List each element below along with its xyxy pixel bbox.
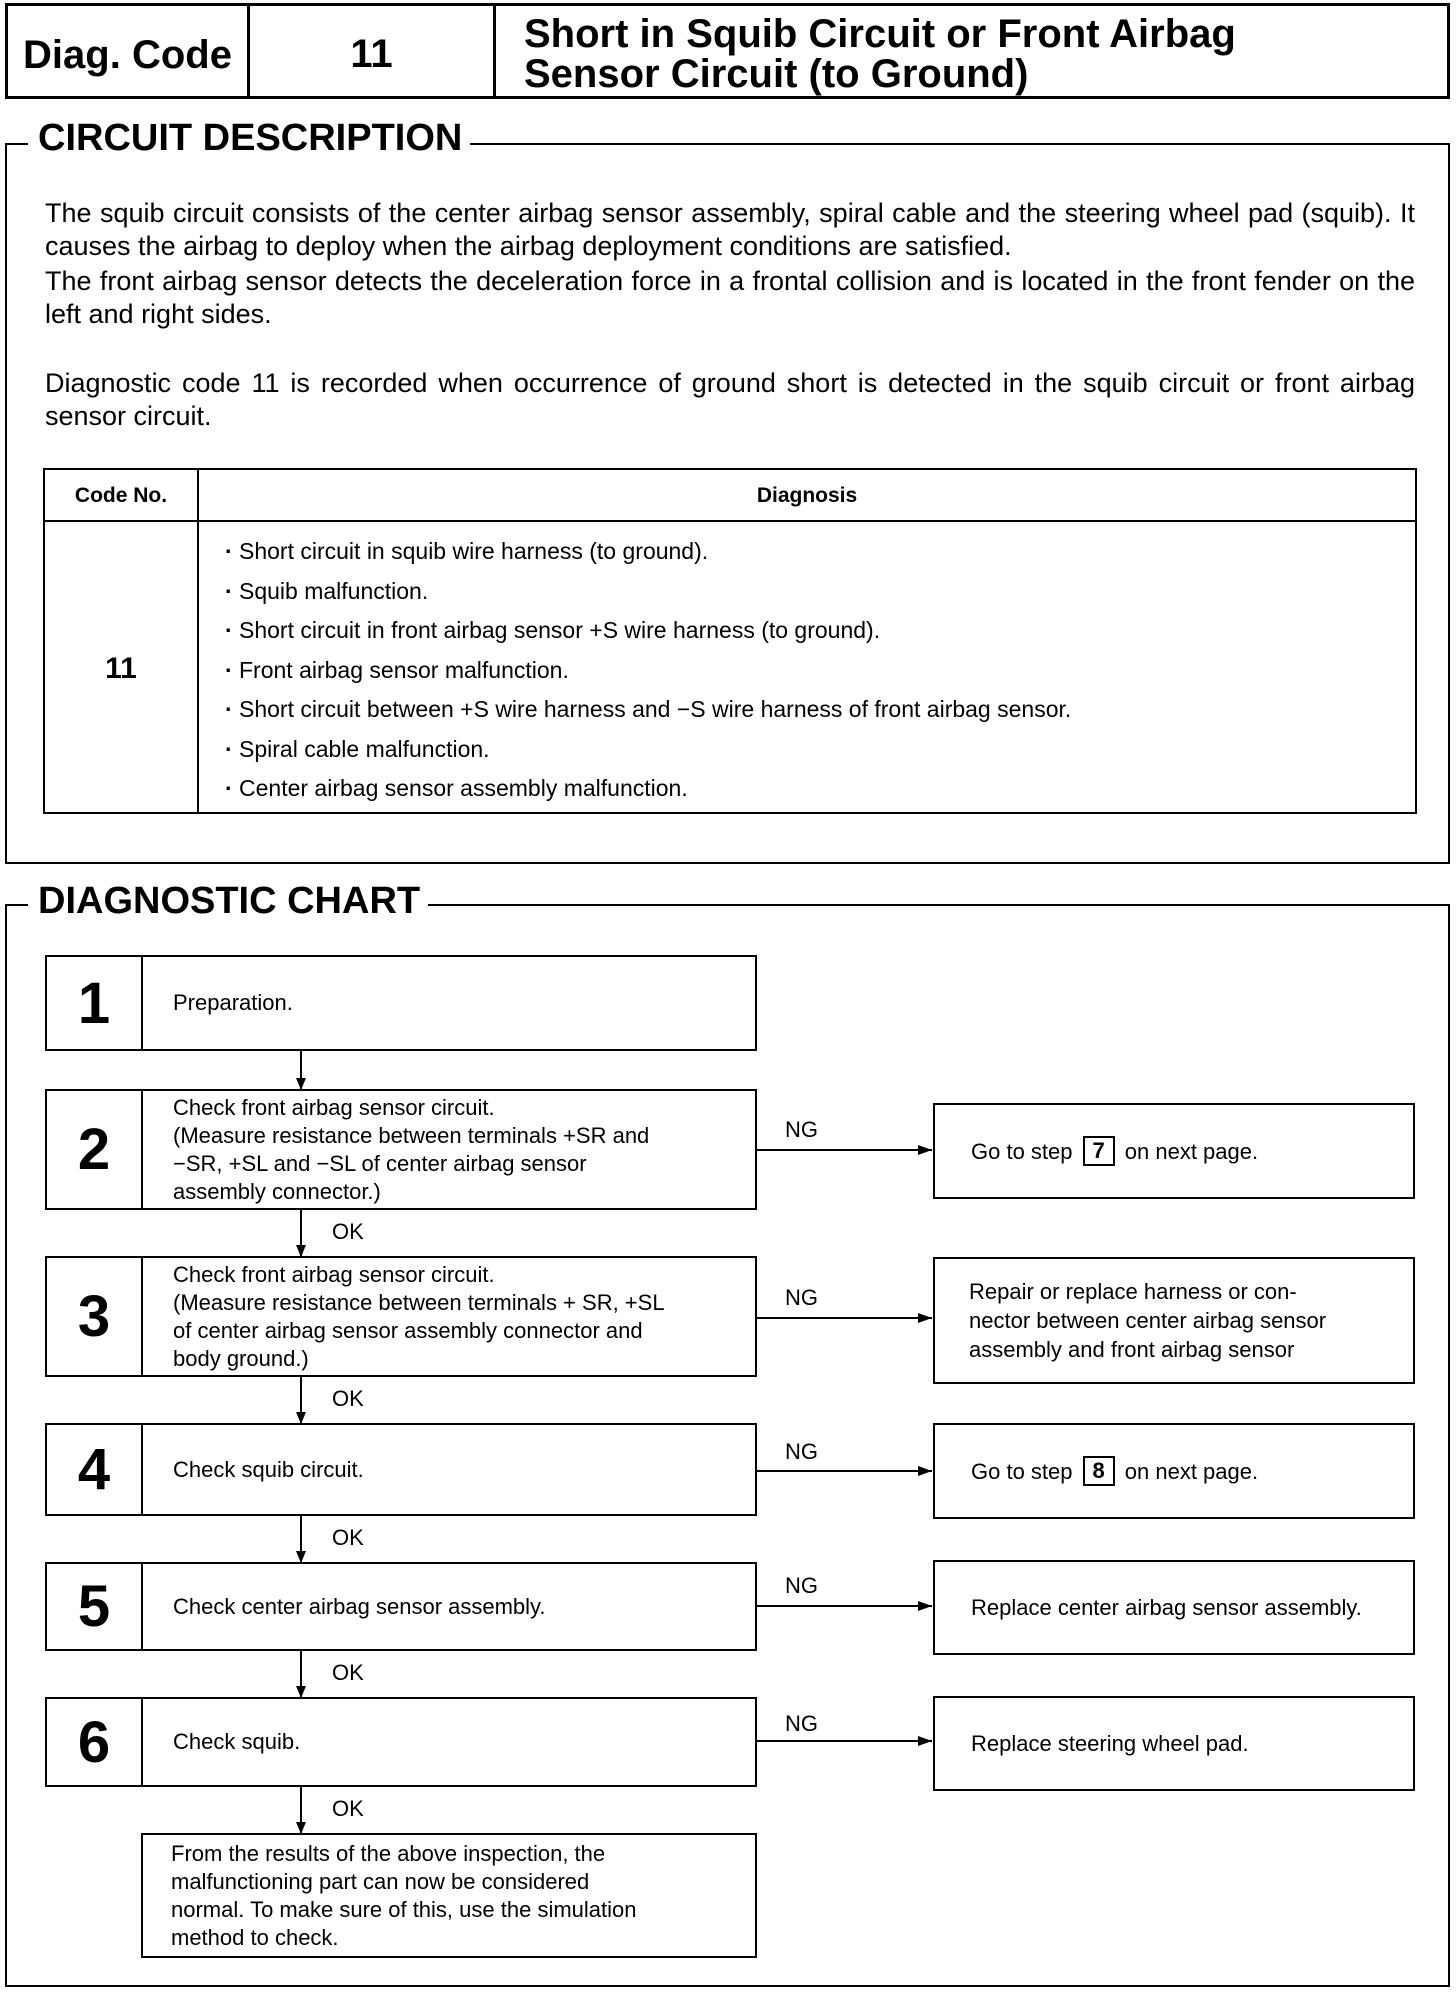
result-text-pre: Go to step: [971, 1458, 1073, 1484]
description-paragraph-3: Diagnostic code 11 is recorded when occurrence of ground short is detected in the squib circuit or front airbag sensor circuit.: [45, 368, 1415, 431]
page-title-line-1: Short in Squib Circuit or Front Airbag: [524, 12, 1236, 56]
right-arrow-icon: [918, 1145, 932, 1155]
description-paragraph-1: The squib circuit consists of the center airbag sensor assembly, spiral cable and the steering wheel pad (squib). It causes the airbag to deploy when the airbag deployment conditions are satisfied.: [45, 198, 1415, 261]
step-text: [143, 1425, 755, 1514]
final-note-line: malfunctioning part can now be considered: [171, 1868, 590, 1894]
description-paragraph-2: The front airbag sensor detects the deceleration force in a frontal collision and is located in the front fender on the left and right sides.: [45, 266, 1415, 329]
table-code-cell: 11: [105, 652, 137, 685]
result-text-pre: Go to step: [971, 1138, 1073, 1164]
step-text: [143, 1564, 755, 1649]
result-text-line: Repair or replace harness or con-: [969, 1279, 1297, 1304]
result-text-post: on next page.: [1124, 1138, 1259, 1164]
diagnosis-item: · Squib malfunction.: [225, 572, 1071, 612]
step-text-line: of center airbag sensor assembly connector and: [173, 1317, 643, 1343]
result-text-line: assembly and front airbag sensor: [969, 1337, 1295, 1362]
diagnosis-item: · Front airbag sensor malfunction.: [225, 651, 1071, 691]
result-box-step-6: [933, 1696, 1415, 1791]
result-box-step-3: [933, 1257, 1415, 1384]
ng-connector-line: [755, 1317, 932, 1319]
diagnosis-item: · Spiral cable malfunction.: [225, 730, 1071, 770]
step-text-line: Check front airbag sensor circuit.: [173, 1094, 495, 1120]
right-arrow-icon: [918, 1466, 932, 1476]
step-number: 6: [47, 1699, 143, 1785]
final-note-box: [141, 1833, 757, 1958]
ok-label: OK: [332, 1796, 364, 1821]
flow-step-5: [45, 1562, 757, 1651]
ok-label: OK: [332, 1660, 364, 1685]
ng-label: NG: [785, 1711, 818, 1736]
ng-label: NG: [785, 1573, 818, 1598]
result-text: Replace steering wheel pad.: [971, 1731, 1249, 1756]
step-text-line: Check squib circuit.: [173, 1456, 364, 1482]
result-text-post: on next page.: [1124, 1458, 1259, 1484]
flow-step-4: [45, 1423, 757, 1516]
ng-label: NG: [785, 1285, 818, 1310]
step-number: 1: [47, 957, 143, 1049]
right-arrow-icon: [918, 1313, 932, 1323]
step-text: [143, 1091, 755, 1208]
step-text: [143, 1258, 755, 1375]
step-text-line: Check squib.: [173, 1729, 301, 1754]
flow-step-3: [45, 1256, 757, 1377]
result-text-line: nector between center airbag sensor: [969, 1308, 1327, 1333]
right-arrow-icon: [918, 1601, 932, 1611]
ng-connector-line: [755, 1149, 932, 1151]
ng-connector-line: [755, 1740, 932, 1742]
ng-label: NG: [785, 1117, 818, 1142]
result-box-step-2: [933, 1103, 1415, 1199]
table-header-code-no: Code No.: [74, 484, 168, 507]
flow-step-6: [45, 1697, 757, 1787]
diag-code-header: [5, 3, 1450, 99]
page-title-line-2: Sensor Circuit (to Ground): [524, 52, 1029, 96]
step-reference: 7: [1083, 1136, 1115, 1166]
flow-step-2: [45, 1089, 757, 1210]
table-header-diagnosis: Diagnosis: [756, 484, 858, 507]
step-text-line: (Measure resistance between terminals +SR and: [173, 1122, 650, 1148]
ok-label: OK: [332, 1219, 364, 1244]
ng-connector-line: [755, 1470, 932, 1472]
diagnosis-item: · Short circuit in front airbag sensor +S wire harness (to ground).: [225, 611, 1071, 651]
right-arrow-icon: [918, 1736, 932, 1746]
step-text-line: Preparation.: [173, 990, 293, 1015]
step-number: 5: [47, 1564, 143, 1649]
step-reference: 8: [1083, 1456, 1115, 1486]
page-title: [496, 6, 1447, 96]
diagnosis-item: · Short circuit between +S wire harness and −S wire harness of front airbag sensor.: [225, 690, 1071, 730]
diag-code-label: Diag. Code: [8, 6, 250, 96]
diagnosis-list: [225, 532, 1071, 809]
diagnosis-item: · Short circuit in squib wire harness (to ground).: [225, 532, 1071, 572]
step-text: [143, 1699, 755, 1785]
step-text-line: Check center airbag sensor assembly.: [173, 1593, 546, 1619]
diag-code-number: 11: [250, 6, 496, 96]
step-text-line: −SR, +SL and −SL of center airbag sensor: [173, 1150, 587, 1176]
diagnostic-chart-title: DIAGNOSTIC CHART: [28, 881, 428, 921]
step-text-line: assembly connector.): [173, 1178, 381, 1204]
diagnosis-item: · Center airbag sensor assembly malfunction.: [225, 769, 1071, 809]
step-text-line: Check front airbag sensor circuit.: [173, 1261, 495, 1287]
result-box-step-4: [933, 1423, 1415, 1519]
step-number: 3: [47, 1258, 143, 1375]
ng-label: NG: [785, 1439, 818, 1464]
ok-label: OK: [332, 1525, 364, 1550]
step-text: [143, 957, 755, 1049]
final-note-line: method to check.: [171, 1924, 339, 1950]
step-number: 4: [47, 1425, 143, 1514]
step-text-line: body ground.): [173, 1345, 309, 1371]
diagnosis-table: [43, 468, 1417, 814]
ok-label: OK: [332, 1386, 364, 1411]
final-note-line: normal. To make sure of this, use the simulation: [171, 1896, 637, 1922]
ng-connector-line: [755, 1605, 932, 1607]
step-text-line: (Measure resistance between terminals + SR, +SL: [173, 1289, 665, 1315]
step-number: 2: [47, 1091, 143, 1208]
final-note-line: From the results of the above inspection, the: [171, 1840, 606, 1866]
flow-step-1: [45, 955, 757, 1051]
result-text: Replace center airbag sensor assembly.: [971, 1595, 1362, 1620]
circuit-description-title: CIRCUIT DESCRIPTION: [28, 118, 470, 158]
result-box-step-5: [933, 1560, 1415, 1655]
